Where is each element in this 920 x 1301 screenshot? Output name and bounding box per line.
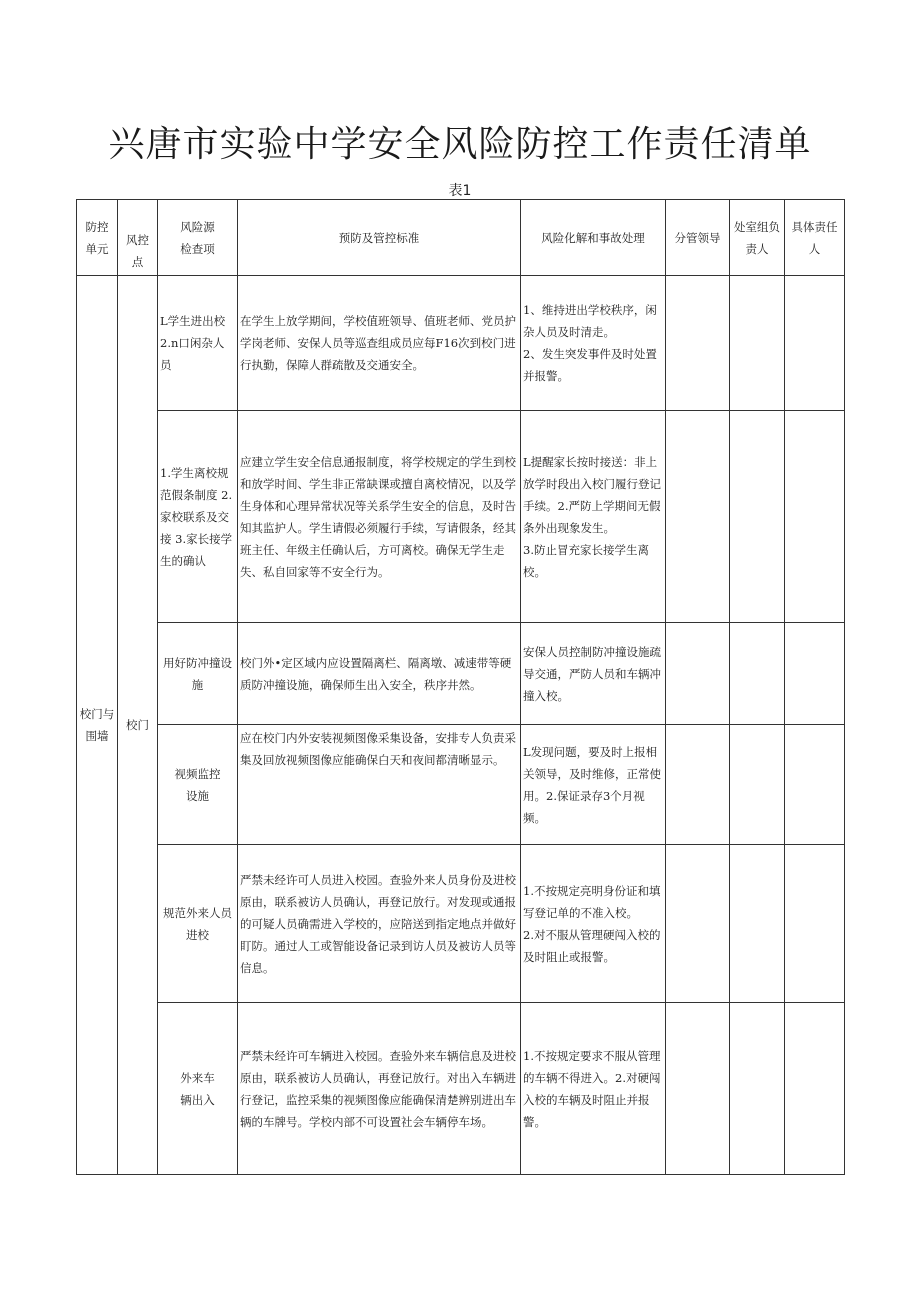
office-cell [730,1003,785,1175]
table-row [77,411,845,623]
leader-cell [666,725,730,845]
source-cell: 1.学生离校规范假条制度 2.家校联系及交接 3.家长接学生的确认 [158,411,238,623]
standard-cell: 应建立学生安全信息通报制度，将学校规定的学生到校和放学时间、学生非正常缺课或擅自离校情况，以及学生身体和心理异常状况等关系学生安全的信息，及时告知其监护人。学生请假必须履行手续，写请假条，经其班主任、年级主任确认后，方可离校。确保无学生走失、私自回家等不安全行为。 [238,411,521,623]
office-cell [730,623,785,725]
office-cell [730,411,785,623]
leader-cell [666,845,730,1003]
office-cell [730,845,785,1003]
point-cell: 校门 [118,276,158,1175]
header-point: 风控 点 [118,200,158,276]
header-person: 具体责任 人 [785,200,845,276]
leader-cell [666,276,730,411]
handling-cell: 安保人员控制防冲撞设施疏导交通，严防人员和车辆冲撞入校。 [521,623,666,725]
header-source: 风险源 检查项 [158,200,238,276]
handling-cell: 1.不按规定亮明身份证和填写登记单的不准入校。 2.对不服从管理硬闯入校的及时阻止或报警。 [521,845,666,1003]
person-cell [785,1003,845,1175]
table-row [77,845,845,1003]
header-row [77,200,845,276]
person-cell [785,845,845,1003]
responsibility-table [76,199,845,1175]
handling-cell: L提醒家长按时接送：非上放学时段出入校门履行登记手续。2.严防上学期间无假条外出现象发生。 3.防止冒充家长接学生离校。 [521,411,666,623]
standard-cell: 校门外•定区域内应设置隔离栏、隔离墩、减速带等硬质防冲撞设施，确保师生出入安全，秩序井然。 [238,623,521,725]
office-cell [730,276,785,411]
person-cell [785,276,845,411]
header-leader: 分管领导 [666,200,730,276]
source-cell: 视频监控 设施 [158,725,238,845]
office-cell [730,725,785,845]
leader-cell [666,1003,730,1175]
standard-cell: 应在校门内外安装视频图像采集设备，安排专人负责采集及回放视频图像应能确保白天和夜间都清晰显示。 [238,725,521,845]
table-row [77,725,845,845]
handling-cell: 1.不按规定要求不服从管理的车辆不得进入。2.对硬闯入校的车辆及时阻止并报警。 [521,1003,666,1175]
document-title: 兴唐市实验中学安全风险防控工作责任清单 [108,124,812,165]
leader-cell [666,411,730,623]
table-row [77,276,845,411]
table-row [77,1003,845,1175]
source-cell: 外来车 辆出入 [158,1003,238,1175]
person-cell [785,411,845,623]
leader-cell [666,623,730,725]
source-cell: 用好防冲撞设施 [158,623,238,725]
person-cell [785,725,845,845]
header-handling: 风险化解和事故处理 [521,200,666,276]
handling-cell: 1、维持进出学校秩序，闲杂人员及时清走。 2、发生突发事件及时处置并报警。 [521,276,666,411]
header-office: 处室组负 责人 [730,200,785,276]
table-caption: 表1 [448,183,472,199]
handling-cell: L发现问题，要及时上报相关领导，及时维修，正常使用。2.保证录存3个月视频。 [521,725,666,845]
standard-cell: 在学生上放学期间，学校值班领导、值班老师、党员护学岗老师、安保人员等巡查组成员应每F16次到校门进行执勤，保障人群疏散及交通安全。 [238,276,521,411]
header-unit: 防控 单元 [77,200,118,276]
source-cell: L学生进出校 2.n口闲杂人 员 [158,276,238,411]
person-cell [785,623,845,725]
source-cell: 规范外来人员 进校 [158,845,238,1003]
standard-cell: 严禁未经许可人员进入校园。查验外来人员身份及进校原由，联系被访人员确认，再登记放行。对发现或通报的可疑人员确需进入学校的，应陪送到指定地点并做好盯防。通过人工或智能设备记录到访人员及被访人员等信息。 [238,845,521,1003]
table-row [77,623,845,725]
header-standard: 预防及管控标准 [238,200,521,276]
unit-cell: 校门与 围墙 [77,276,118,1175]
standard-cell: 严禁未经许可车辆进入校园。查验外来车辆信息及进校原由，联系被访人员确认，再登记放行。对出入车辆进行登记，监控采集的视频图像应能确保清楚辨别进出车辆的车牌号。学校内部不可设置社会车辆停车场。 [238,1003,521,1175]
